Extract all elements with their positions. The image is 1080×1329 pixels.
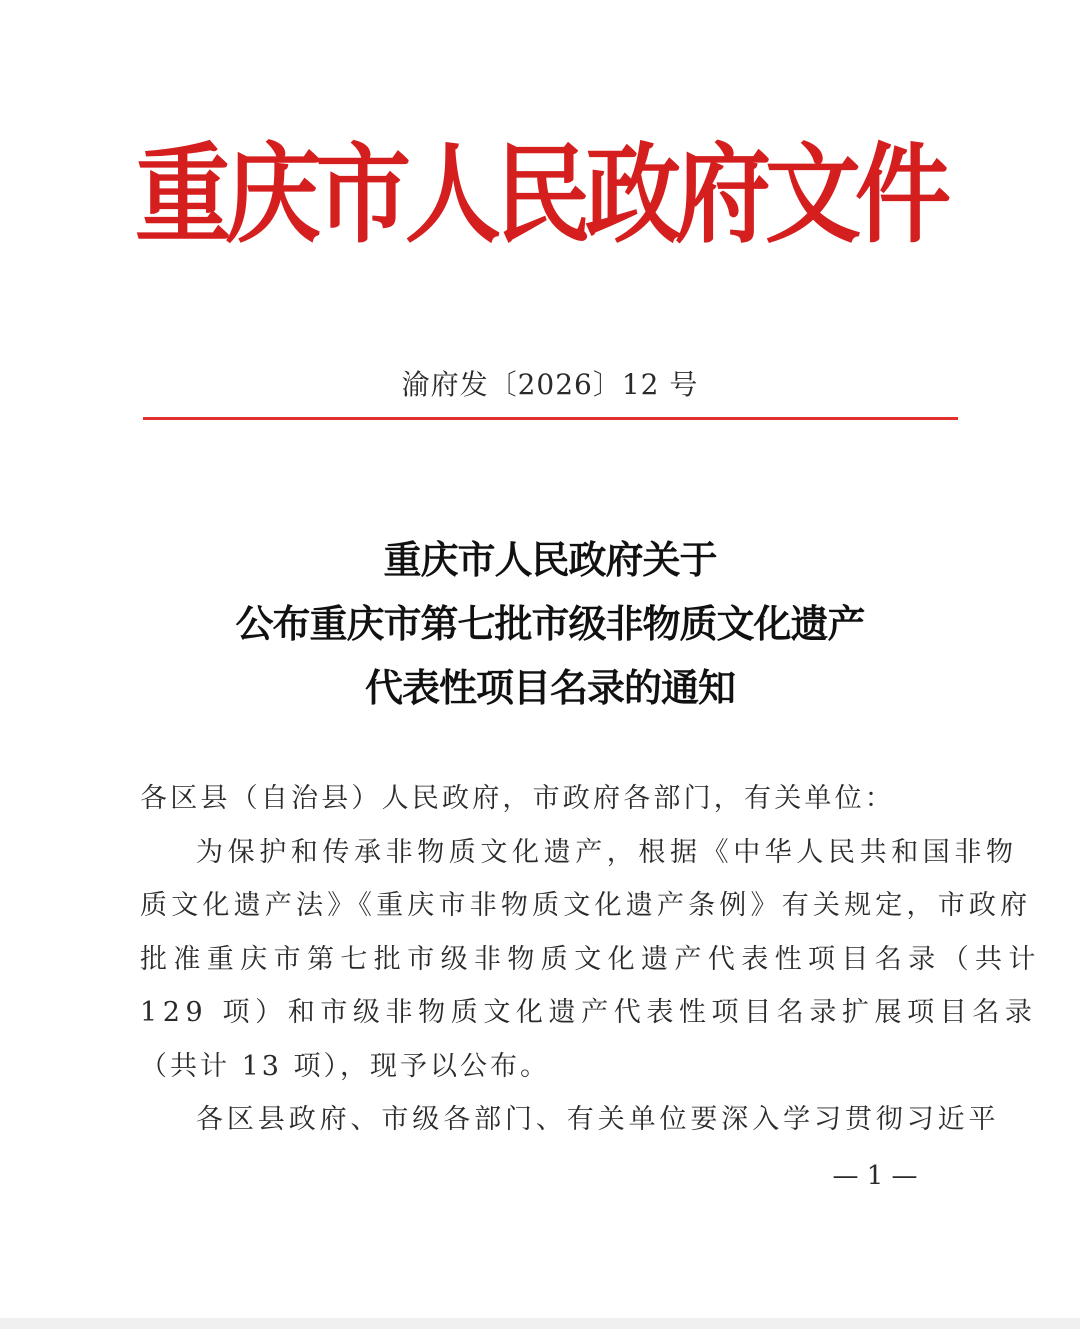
paragraph-1-line-1: 为保护和传承非物质文化遗产，根据《中华人民共和国非物 [196,836,1018,868]
bottom-edge [0,1318,1080,1329]
notice-title-line-1: 重庆市人民政府关于 [383,538,717,582]
red-separator-line [143,417,958,420]
paragraph-1-line-2: 质文化遗产法》《重庆市非物质文化遗产条例》有关规定，市政府 [140,890,1032,921]
page-number: — 1 — [832,1161,918,1191]
notice-title-line-2: 公布重庆市第七批市级非物质文化遗产 [235,602,865,646]
paragraph-2-line-1: 各区县政府、市级各部门、有关单位要深入学习贯彻习近平 [196,1104,1000,1135]
document-header-title: 重庆市人民政府文件 [135,132,945,258]
notice-title [140,528,960,720]
document-number: 渝府发〔2026〕12 号 [401,368,699,401]
document-body [140,772,1042,1147]
paragraph-1-line-4: 129 项）和市级非物质文化遗产代表性项目名录扩展项目名录 [140,997,1038,1028]
notice-title-line-3: 代表性项目名录的通知 [364,666,735,710]
paragraph-1-line-5: （共计 13 项），现予以公布。 [140,1050,551,1082]
salutation: 各区县（自治县）人民政府，市政府各部门，有关单位： [140,783,895,814]
paragraph-1-line-3: 批准重庆市第七批市级非物质文化遗产代表性项目名录（共计 [140,943,1042,975]
